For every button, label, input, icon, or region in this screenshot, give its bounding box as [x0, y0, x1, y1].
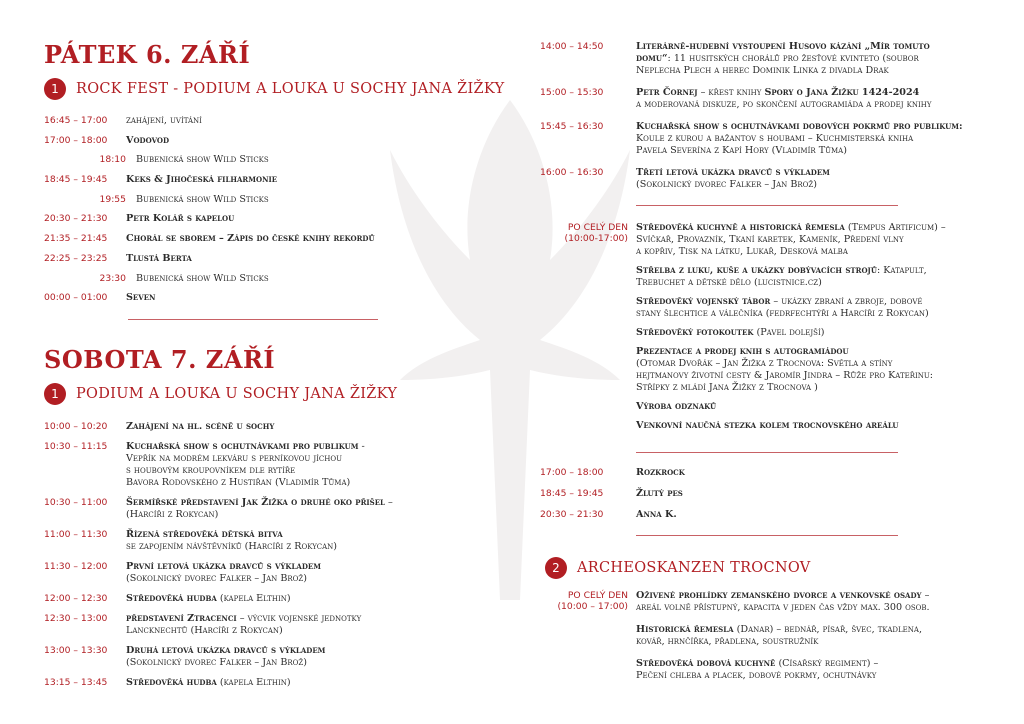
- event-line: [126, 561, 321, 573]
- time-slot: 10:00 – 10:20: [44, 421, 108, 432]
- event-line: [636, 222, 1016, 234]
- allday-item: [636, 420, 1016, 432]
- schedule-row: [44, 174, 384, 186]
- event-line: [636, 346, 1016, 358]
- event-line: [126, 677, 291, 689]
- time-slot: 12:00 – 12:30: [44, 593, 108, 604]
- event-detail: zahájení, uvítání: [126, 115, 202, 126]
- event-detail: Pavela Severína z Kapí Hory (Vladimír Tůma): [636, 145, 847, 156]
- archeo-item: [636, 624, 1016, 648]
- section-title: ARCHEOSKANZEN TROCNOV: [577, 560, 811, 576]
- time-slot: 22:25 – 23:25: [44, 252, 108, 264]
- schedule-row: [44, 561, 424, 585]
- event-line: [636, 41, 930, 53]
- event-title: Řízená středověká dětská bitva: [126, 529, 283, 540]
- divider: [128, 319, 378, 320]
- event-title: Keks & Jihočeská filharmonie: [126, 174, 278, 186]
- allday-label-text: PO CELÝ DEN: [567, 590, 628, 601]
- event-line: [126, 541, 337, 553]
- time-slot: 21:35 – 21:45: [44, 233, 108, 245]
- allday-list: [636, 222, 1016, 439]
- event-line: [126, 174, 277, 186]
- event-line: [636, 358, 1016, 370]
- schedule-row: [44, 645, 424, 669]
- event-detail: (kapela Elthin): [216, 593, 291, 604]
- allday-label-text: PO CELÝ DEN: [567, 222, 628, 233]
- event-line: [636, 145, 963, 157]
- event-line: [126, 453, 365, 465]
- saturday-title: SOBOTA 7. ZÁŘÍ: [44, 345, 276, 374]
- event-detail: –: [384, 497, 393, 508]
- event-detail: (Císařský regiment) –: [775, 658, 879, 669]
- event-detail: hejtmanovy životní cesty & Jaromír Jindra – Růže pro Kateřinu:: [636, 370, 934, 381]
- time-slot: 18:45 – 19:45: [540, 488, 604, 499]
- event-line: [126, 593, 291, 605]
- event-detail: (Harcíři z Rokycan): [126, 509, 219, 520]
- allday-item: [636, 327, 1016, 339]
- event-detail: (Danar) – bednář, písař, švec, tkadlena,: [733, 624, 923, 635]
- event-detail: (Pavel dolejší): [753, 327, 825, 338]
- divider: [636, 535, 898, 536]
- event-line: [636, 234, 1016, 246]
- event-title: Anna K.: [636, 509, 677, 520]
- allday-hours: (10:00 – 17:00): [557, 601, 628, 612]
- event-detail: Bubenická show Wild Sticks: [136, 193, 269, 205]
- event-line: [636, 670, 1016, 682]
- event-detail: (Sokolnický dvorec Falker – Jan Brož): [636, 179, 817, 190]
- event-line: [636, 53, 930, 65]
- time-slot: 16:45 – 17:00: [44, 115, 108, 126]
- event-title: Středověká hudba: [126, 677, 217, 688]
- event-title: Šermířské představení Jak Žižka o druhé oko přišel: [126, 497, 385, 508]
- event-line: [636, 167, 830, 179]
- event-detail: –: [921, 590, 930, 601]
- event-line: [126, 441, 365, 453]
- event-title: Žlutý pes: [636, 488, 683, 499]
- event-title: Oživené prohlídky zemanského dvorce a venkovské osady: [636, 590, 922, 601]
- time-slot: 10:30 – 11:15: [44, 441, 108, 452]
- event-line: [636, 308, 1016, 320]
- time-slot: 13:15 – 13:45: [44, 677, 108, 688]
- event-detail: (Otomar Dvořák – Jan Žižka z Trocnova: Světla a stíny: [636, 358, 893, 369]
- allday-item: [636, 296, 1016, 320]
- archeo-item: [636, 590, 1016, 614]
- event-detail: -: [358, 441, 365, 452]
- event-title: Kuchařská show s ochutnávkami dobových pokrmů pro publikum:: [636, 121, 963, 132]
- event-title: Chorál se sborem – Zápis do české knihy rekordů: [126, 233, 375, 245]
- event-title: Výroba odznaků: [636, 401, 717, 412]
- event-title: Tlustá Berta: [126, 252, 192, 264]
- schedule-row: [44, 593, 424, 605]
- section-title: PODIUM A LOUKA U SOCHY JANA ŽIŽKY: [76, 386, 398, 402]
- event-detail: Koule z kurou a bažantov s houbami – Kuchmisterská kniha: [636, 133, 914, 144]
- event-detail: Bavora Rodovského z Hustiřan (Vladimír Tůma): [126, 477, 351, 488]
- schedule-row: [44, 273, 384, 285]
- event-line: [126, 465, 365, 477]
- event-title: Středověká kuchyně a historická řemesla: [636, 222, 845, 233]
- event-title: Středověký fotokoutek: [636, 327, 754, 338]
- time-slot: 18:10: [99, 154, 126, 166]
- schedule-row: [44, 115, 384, 127]
- event-detail: Střípky z mládí Jana Žižky z Trocnova ): [636, 382, 818, 393]
- event-line: [636, 509, 677, 521]
- event-line: [636, 277, 1016, 289]
- time-slot: 10:30 – 11:00: [44, 497, 108, 508]
- event-block: [126, 613, 361, 637]
- event-detail: (Tempus Artificum) –: [844, 222, 946, 233]
- event-title: Středověký vojenský tábor: [636, 296, 771, 307]
- allday-item: [636, 265, 1016, 289]
- event-block: [126, 645, 325, 669]
- event-line: [126, 529, 337, 541]
- event-line: [636, 658, 1016, 670]
- event-detail: se zapojením návštěvníků (Harcíři z Rokycan): [126, 541, 338, 552]
- event-block: [126, 561, 321, 585]
- event-block: [636, 87, 931, 111]
- schedule-row: [540, 121, 1010, 157]
- event-line: [636, 602, 1016, 614]
- event-title: Prezentace a prodej knih s autogramiádou: [636, 346, 849, 357]
- event-detail: – křest knihy: [697, 87, 765, 98]
- event-detail: Bubenická show Wild Sticks: [136, 154, 269, 166]
- event-detail: (Sokolnický dvorec Falker – Jan Brož): [126, 657, 307, 668]
- section-number-badge: 1: [44, 383, 66, 405]
- event-title: Středověká hudba: [126, 593, 217, 604]
- event-line: [636, 370, 1016, 382]
- divider: [636, 452, 898, 453]
- event-line: [636, 382, 1016, 394]
- event-detail: s houbovým kroupovníkem dle rytíře: [126, 465, 296, 476]
- event-detail: – ukázky zbraní a zbroje, dobové: [770, 296, 923, 307]
- section2-allday-label: [540, 590, 628, 612]
- schedule-row: [540, 509, 1010, 521]
- event-line: [636, 636, 1016, 648]
- schedule-row: [540, 87, 1010, 111]
- event-line: [636, 420, 1016, 432]
- friday-section-header: [44, 78, 505, 100]
- event-detail: Neplecha Plech a herec Dominik Linka z divadla Drak: [636, 65, 889, 76]
- event-block: [636, 121, 963, 157]
- event-title: Literárně-hudební vystoupení Husovo kázání „Mír tomuto: [636, 41, 930, 52]
- schedule-row: [540, 41, 1010, 77]
- event-title: Rozkrock: [636, 467, 685, 478]
- section-title: ROCK FEST - PODIUM A LOUKA U SOCHY JANA ŽIŽKY: [76, 81, 505, 97]
- event-line: [636, 488, 683, 500]
- event-detail: Svíčkař, Provazník, Tkaní karetek, Kameník, Předení vlny: [636, 234, 904, 245]
- schedule-row: [44, 213, 384, 225]
- time-slot: 17:00 – 18:00: [44, 134, 108, 146]
- section-number-badge: 1: [44, 78, 66, 100]
- time-slot: 23:30: [99, 272, 126, 284]
- time-slot: 11:30 – 12:00: [44, 561, 108, 572]
- time-slot: 20:30 – 21:30: [44, 213, 108, 225]
- schedule-row: [44, 154, 384, 166]
- schedule-row: [44, 421, 424, 433]
- allday-item: [636, 346, 1016, 394]
- schedule-row: [44, 441, 424, 489]
- afternoon-schedule: [540, 41, 1010, 201]
- schedule-row: [44, 292, 384, 304]
- divider: [636, 205, 898, 206]
- event-block: [126, 497, 393, 521]
- saturday-schedule: [44, 421, 424, 697]
- event-line: [126, 253, 192, 265]
- time-slot: 15:45 – 16:30: [540, 121, 604, 132]
- time-slot: 11:00 – 11:30: [44, 529, 108, 540]
- event-line: [636, 327, 1016, 339]
- event-detail: kovář, hrnčířka, přadlena, soustružník: [636, 636, 819, 647]
- event-line: [136, 154, 269, 166]
- evening-schedule: [540, 467, 1010, 530]
- event-title: domu“: [636, 53, 668, 64]
- time-slot: 13:00 – 13:30: [44, 645, 108, 656]
- event-title: Středověká dobová kuchyně: [636, 658, 776, 669]
- section2-header: [545, 557, 811, 579]
- event-detail: stany šlechtice a válečníka (fedrfechtýři a Harcíři z Rokycan): [636, 308, 929, 319]
- event-block: [636, 41, 930, 77]
- allday-item: [636, 222, 1016, 258]
- allday-label: [540, 222, 628, 244]
- event-detail: Vepřík na modrém lekváru s perníkovou jíchou: [126, 453, 343, 464]
- event-title: První letová ukázka dravců s výkladem: [126, 561, 322, 572]
- section2-list: [636, 590, 1016, 692]
- schedule-row: [44, 194, 384, 206]
- event-line: [126, 213, 234, 225]
- time-slot: 19:55: [99, 193, 126, 205]
- time-slot: 14:00 – 14:50: [540, 41, 604, 52]
- event-line: [636, 296, 1016, 308]
- event-line: [636, 246, 1016, 258]
- event-line: [636, 133, 963, 145]
- event-line: [136, 194, 269, 206]
- event-detail: : 11 husitských chorálů pro žesťové kvinteto (soubor: [667, 53, 919, 64]
- time-slot: 20:30 – 21:30: [540, 509, 604, 520]
- event-title: Seven: [126, 292, 156, 304]
- time-slot: 16:00 – 16:30: [540, 167, 604, 178]
- book-title: Spory o Jana Žižku 1424-2024: [764, 87, 920, 98]
- saturday-section-header: [44, 383, 397, 405]
- event-line: [636, 99, 931, 111]
- event-detail: (Sokolnický dvorec Falker – Jan Brož): [126, 573, 307, 584]
- event-detail: a kopřiv, Tisk na látku, Lukař, Desková malba: [636, 246, 848, 257]
- event-line: [126, 613, 361, 625]
- time-slot: 12:30 – 13:00: [44, 613, 108, 624]
- event-line: [636, 624, 1016, 636]
- event-line: [636, 121, 963, 133]
- event-line: [126, 421, 274, 433]
- event-detail: : Katapult,: [876, 265, 927, 276]
- event-detail: – výcvik vojenské jednotky: [236, 613, 362, 624]
- event-title: Třetí letová ukázka dravců s výkladem: [636, 167, 830, 178]
- event-line: [636, 401, 1016, 413]
- schedule-row: [44, 677, 424, 689]
- event-line: [126, 573, 321, 585]
- event-detail: a moderovaná diskuze, po skončení autogramiáda a prodej knihy: [636, 99, 932, 110]
- event-line: [636, 65, 930, 77]
- event-title: Zahájení na hl. scéně u sochy: [126, 421, 275, 432]
- schedule-row: [540, 488, 1010, 500]
- friday-title: PÁTEK 6. ZÁŘÍ: [44, 40, 251, 69]
- event-line: [126, 115, 202, 127]
- event-title: Kuchařská show s ochutnávkami pro publikum: [126, 441, 359, 452]
- event-detail: Trebuchet a dětské dělo (lucistnice.cz): [636, 277, 822, 288]
- schedule-row: [44, 233, 384, 245]
- event-block: [126, 529, 337, 553]
- event-line: [126, 292, 155, 304]
- event-title: Vodovod: [126, 134, 170, 146]
- event-detail: Lancknechtů (Harcíři z Rokycan): [126, 625, 283, 636]
- event-line: [636, 467, 685, 479]
- event-block: [126, 677, 291, 689]
- event-line: [126, 625, 361, 637]
- time-slot: 17:00 – 18:00: [540, 467, 604, 478]
- event-title: Druhá letová ukázka dravců s výkladem: [126, 645, 326, 656]
- section-number-badge: 2: [545, 557, 567, 579]
- event-line: [126, 645, 325, 657]
- event-line: [126, 497, 393, 509]
- event-line: [126, 509, 393, 521]
- time-slot: 00:00 – 01:00: [44, 292, 108, 304]
- event-block: [636, 167, 830, 191]
- schedule-row: [44, 135, 384, 147]
- event-detail: (kapela Elthin): [216, 677, 291, 688]
- event-block: [126, 421, 274, 433]
- friday-schedule: [44, 115, 384, 312]
- event-line: [126, 135, 169, 147]
- archeo-item: [636, 658, 1016, 682]
- event-line: [636, 179, 830, 191]
- schedule-row: [44, 497, 424, 521]
- schedule-row: [44, 253, 384, 265]
- schedule-row: [44, 613, 424, 637]
- event-detail: areál volně přístupný, kapacita v jeden čas vždy max. 300 osob.: [636, 602, 930, 613]
- schedule-row: [540, 467, 1010, 479]
- event-title: Střelba z luku, kuše a ukázky dobývacích strojů: [636, 265, 877, 276]
- event-line: [636, 265, 1016, 277]
- event-title: Venkovní naučná stezka kolem trocnovského areálu: [636, 420, 899, 431]
- event-block: [126, 593, 291, 605]
- allday-item: [636, 401, 1016, 413]
- event-line: [636, 590, 1016, 602]
- event-line: [126, 657, 325, 669]
- time-slot: 15:00 – 15:30: [540, 87, 604, 98]
- schedule-row: [44, 529, 424, 553]
- event-line: [126, 233, 375, 245]
- event-title: Petr Kolář s kapelou: [126, 213, 235, 225]
- event-line: [126, 477, 365, 489]
- event-block: [126, 441, 365, 489]
- event-title: představení Ztracenci: [126, 613, 237, 624]
- time-slot: 18:45 – 19:45: [44, 174, 108, 186]
- event-title: Historická řemesla: [636, 624, 734, 635]
- event-line: [136, 273, 269, 285]
- event-title: Petr Čornej: [636, 87, 698, 98]
- allday-hours: (10:00-17:00): [564, 233, 628, 244]
- event-detail: Pečení chleba a placek, dobové pokrmy, ochutnávky: [636, 670, 877, 681]
- event-detail: Bubenická show Wild Sticks: [136, 272, 269, 284]
- event-line: [636, 87, 931, 99]
- schedule-row: [540, 167, 1010, 191]
